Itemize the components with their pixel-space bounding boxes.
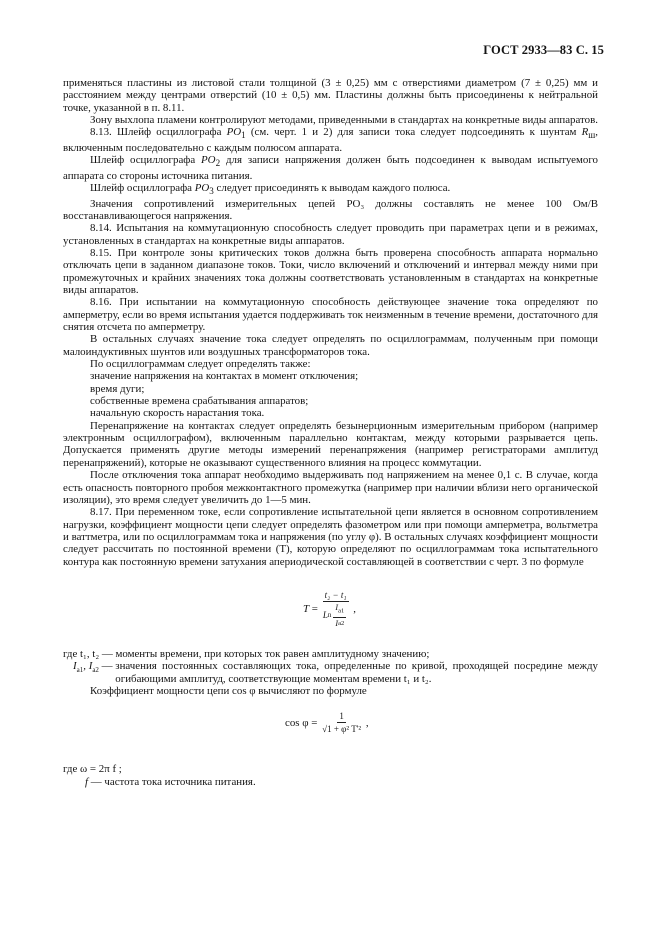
paragraph-8-16: 8.16. При испытании на коммутационную способность действующее значение тока определяют по амперметру, если во время испытания удается поддерживать ток неизменным в течение времени, достаточного для снятия отсчета по амперметру. — [63, 296, 599, 334]
paragraph-8-15: 8.15. При контроле зоны критических токов должна быть проверена способность аппарата нормально отключать цепи в заданном диапазоне токов. Токи, число включений и отключений и интервал между ними при промежуточных и крайних значениях тока должны соответствовать установленным в стандартах на конкретные виды аппаратов. — [63, 246, 598, 297]
paragraph: Зону выхлопа пламени контролируют методами, приведенными в стандартах на конкретные виды аппаратов. — [90, 114, 598, 127]
paragraph: Шлейф осциллографа $PO_2$ для записи напряжения должен быть подсоединен к выводам испытуемого аппарата со стороны источника питания. — [63, 154, 598, 182]
inner-fraction: $I_{a1}$ I a2 — [335, 602, 345, 628]
paragraph: Коэффициент мощности цепи cos φ вычисляют по формуле — [90, 684, 367, 697]
document-body — [63, 77, 598, 788]
list-item: время дуги; — [90, 382, 145, 395]
fraction: t₂ − t₁ L n $I_{a1}$ I a2 — [322, 589, 347, 628]
paragraph: применяться пластины из листовой стали толщиной (3 ± 0,25) мм с отверстиями диаметром (7 ± 0,25) мм и расстоянием между центрами отверстий (10 ± 0,5) мм. Пластины должны быть присоединены к нейтральной точке, указанной в п. 8.11. — [63, 77, 598, 114]
where-line: где ω = 2π f ; — [63, 763, 122, 776]
paragraph: По осциллограммам следует определять также: — [90, 358, 311, 371]
page-header: ГОСТ 2933—83 С. 15 — [483, 43, 604, 57]
paragraph: После отключения тока аппарат необходимо выдерживать под напряжением на менее 0,1 с. В случае, когда есть опасность повторного пробоя межконтактного промежутка (например при наличии вблизи него органической изоляции), это время следует увеличить до 1—5 мин. — [63, 469, 598, 506]
paragraph-8-14: 8.14. Испытания на коммутационную способность следует проводить при параметрах цепи и в режимах, установленных в стандартах на конкретные виды аппаратов. — [63, 222, 598, 247]
formula-time-constant: T = t₂ − t₁ L n $I_{a1}$ I a2 , — [303, 589, 356, 628]
paragraph: Шлейф осциллографа $PO_3$ следует присоединять к выводам каждого полюса. — [90, 182, 451, 197]
list-item: значение напряжения на контактах в момент отключения; — [90, 370, 359, 383]
formula-power-factor: cos φ = $\frac{1}{\text{√1 + φ² T'²}}$ , — [285, 711, 369, 735]
fraction: $\frac{1}{\text{√1 + φ² T'²}}$ — [322, 711, 362, 735]
paragraph: Значения сопротивлений измерительных цепей PO₃ должны составлять не менее 100 Ом/В восстанавливающегося напряжения. — [63, 197, 598, 222]
legend-line: f — частота тока источника питания. — [85, 775, 256, 788]
list-item: собственные времена срабатывания аппаратов; — [90, 395, 309, 408]
paragraph: В остальных случаях значение тока следует определять по осциллограммам, полученным при помощи малоиндуктивных шунтов или воздушных трансформаторов тока. — [63, 333, 598, 358]
paragraph-8-13: 8.13. Шлейф осциллографа $PO_1$ (см. черт. 1 и 2) для записи тока следует подсоединять к шунтам $R_ш$, включенным последовательно с каждым полюсом аппарата. — [63, 126, 599, 154]
paragraph: Перенапряжение на контактах следует определять безынерционным измерительным прибором (например электронным осциллографом), включенным параллельно контактам, между которыми разрывается цепь. Допускается применять другие методы измерений перенапряжения (например регистраторами амплитуд перенапряжений), которые не оказывают существенного влияния на процесс коммутации. — [63, 419, 598, 469]
formula-legend: где t₁, t₂ — моменты времени, при которых ток равен амплитудному значению; $I_{a1}$, $I_{a2}$ — значения постоянных составляющих тока, определенные по кривой, проходящей посредине между огибающими амплитуд, соответствующие моментам времени t₁ и t₂. — [63, 647, 598, 685]
paragraph-8-17: 8.17. При переменном токе, если сопротивление испытательной цепи является в основном сопротивлением нагрузки, коэффициент мощности цепи следует определять фазометром или при помощи амперметра, вольтметра и ваттметра, или по осциллограммам тока и напряжения (по углу φ). В остальных случаях коэффициент мощности следует рассчитать по постоянной времени (T), которую определяют по осциллограммам тока испытательного контура как постоянную времени затухания апериодической составляющей в соответствии с черт. 3 по формуле — [63, 506, 598, 568]
list-item: начальную скорость нарастания тока. — [90, 407, 265, 420]
